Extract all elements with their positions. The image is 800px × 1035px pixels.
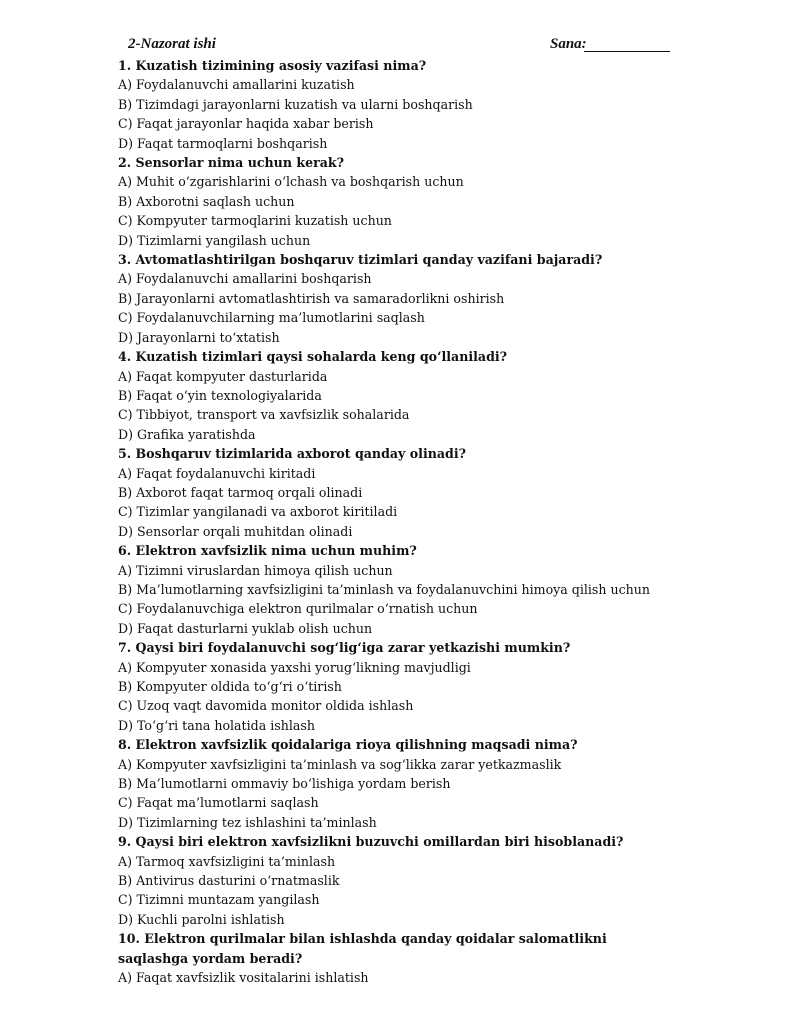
question-text: 3. Avtomatlashtirilgan boshqaruv tizimlari qanday vazifani bajaradi? <box>118 252 603 268</box>
question-block <box>118 56 778 153</box>
option-c: C) Faqat jarayonlar haqida xabar berish <box>118 116 374 132</box>
option-c: C) Tizimni muntazam yangilash <box>118 892 320 908</box>
question-text: 9. Qaysi biri elektron xavfsizlikni buzuvchi omillardan biri hisoblanadi? <box>118 834 624 850</box>
option-b: B) Axborot faqat tarmoq orqali olinadi <box>118 484 363 500</box>
option-b: B) Ma’lumotlarni ommaviy bo‘lishiga yordam berish <box>118 776 451 792</box>
question-block <box>118 735 778 832</box>
option-c: C) Kompyuter tarmoqlarini kuzatish uchun <box>118 213 392 229</box>
option-a: A) Faqat xavfsizlik vositalarini ishlatish <box>118 970 369 986</box>
question-text: 1. Kuzatish tizimining asosiy vazifasi nima? <box>118 58 427 73</box>
option-d: D) Tizimlarni yangilash uchun <box>118 232 311 248</box>
option-c: C) Uzoq vaqt davomida monitor oldida ishlash <box>118 698 414 714</box>
option-d: D) Kuchli parolni ishlatish <box>118 911 285 927</box>
option-b: B) Axborotni saqlash uchun <box>118 193 295 209</box>
option-d: D) Faqat dasturlarni yuklab olish uchun <box>118 620 373 636</box>
date-label: Sana: <box>550 36 587 52</box>
option-d: D) Sensorlar orqali muhitdan olinadi <box>118 523 353 539</box>
option-c: C) Tizimlar yangilanadi va axborot kiritiladi <box>118 504 398 520</box>
question-text: 6. Elektron xavfsizlik nima uchun muhim? <box>118 543 417 559</box>
option-d: D) Faqat tarmoqlarni boshqarish <box>118 135 328 151</box>
option-b: B) Faqat o‘yin texnologiyalarida <box>118 387 322 403</box>
option-c: C) Foydalanuvchiga elektron qurilmalar o‘rnatish uchun <box>118 601 478 617</box>
question-list <box>118 56 778 988</box>
question-block <box>118 250 778 347</box>
question-block <box>118 929 778 987</box>
option-a: A) Kompyuter xavfsizligini ta’minlash va sog‘likka zarar yetkazmaslik <box>118 756 562 772</box>
option-b: B) Antivirus dasturini o‘rnatmaslik <box>118 873 340 889</box>
option-d: D) Jarayonlarni to‘xtatish <box>118 329 280 345</box>
question-text: 4. Kuzatish tizimlari qaysi sohalarda keng qo‘llaniladi? <box>118 349 508 365</box>
question-block <box>118 444 778 541</box>
question-text: 8. Elektron xavfsizlik qoidalariga rioya qilishning maqsadi nima? <box>118 737 578 753</box>
option-a: A) Muhit o‘zgarishlarini o‘lchash va boshqarish uchun <box>118 174 464 190</box>
option-a: A) Kompyuter xonasida yaxshi yorug‘likning mavjudligi <box>118 659 471 675</box>
date-blank-line <box>584 51 670 52</box>
option-c: C) Foydalanuvchilarning ma’lumotlarini saqlash <box>118 310 425 326</box>
option-b: B) Tizimdagi jarayonlarni kuzatish va ularni boshqarish <box>118 96 473 112</box>
question-block <box>118 153 778 250</box>
option-b: B) Kompyuter oldida to‘g‘ri o‘tirish <box>118 679 342 694</box>
page-title: 2-Nazorat ishi <box>128 36 216 52</box>
question-block <box>118 832 778 929</box>
option-a: A) Tarmoq xavfsizligini ta’minlash <box>118 853 336 869</box>
option-c: C) Faqat ma’lumotlarni saqlash <box>118 795 319 811</box>
option-a: A) Faqat foydalanuvchi kiritadi <box>118 465 316 481</box>
question-text: 2. Sensorlar nima uchun kerak? <box>118 155 345 171</box>
page-header <box>118 36 674 56</box>
option-d: D) Grafika yaratishda <box>118 426 256 442</box>
option-a: A) Foydalanuvchi amallarini boshqarish <box>118 271 372 287</box>
option-d: D) To‘g‘ri tana holatida ishlash <box>118 717 315 733</box>
option-a: A) Tizimni viruslardan himoya qilish uchun <box>118 562 393 578</box>
option-b: B) Ma’lumotlarning xavfsizligini ta’minlash va foydalanuvchini himoya qilish uchun <box>118 581 651 597</box>
question-text: 7. Qaysi biri foydalanuvchi sog‘lig‘iga zarar yetkazishi mumkin? <box>118 640 571 656</box>
question-block <box>118 638 778 735</box>
option-a: A) Foydalanuvchi amallarini kuzatish <box>118 77 355 93</box>
question-block <box>118 541 778 638</box>
question-text: 10. Elektron qurilmalar bilan ishlashda qanday qoidalar salomatlikni saqlashga yordam beradi? <box>118 931 607 966</box>
option-c: C) Tibbiyot, transport va xavfsizlik sohalarida <box>118 407 410 423</box>
option-d: D) Tizimlarning tez ishlashini ta’minlash <box>118 814 377 830</box>
option-a: A) Faqat kompyuter dasturlarida <box>118 368 328 384</box>
option-b: B) Jarayonlarni avtomatlashtirish va samaradorlikni oshirish <box>118 290 505 306</box>
question-block <box>118 347 778 444</box>
question-text: 5. Boshqaruv tizimlarida axborot qanday olinadi? <box>118 446 467 462</box>
